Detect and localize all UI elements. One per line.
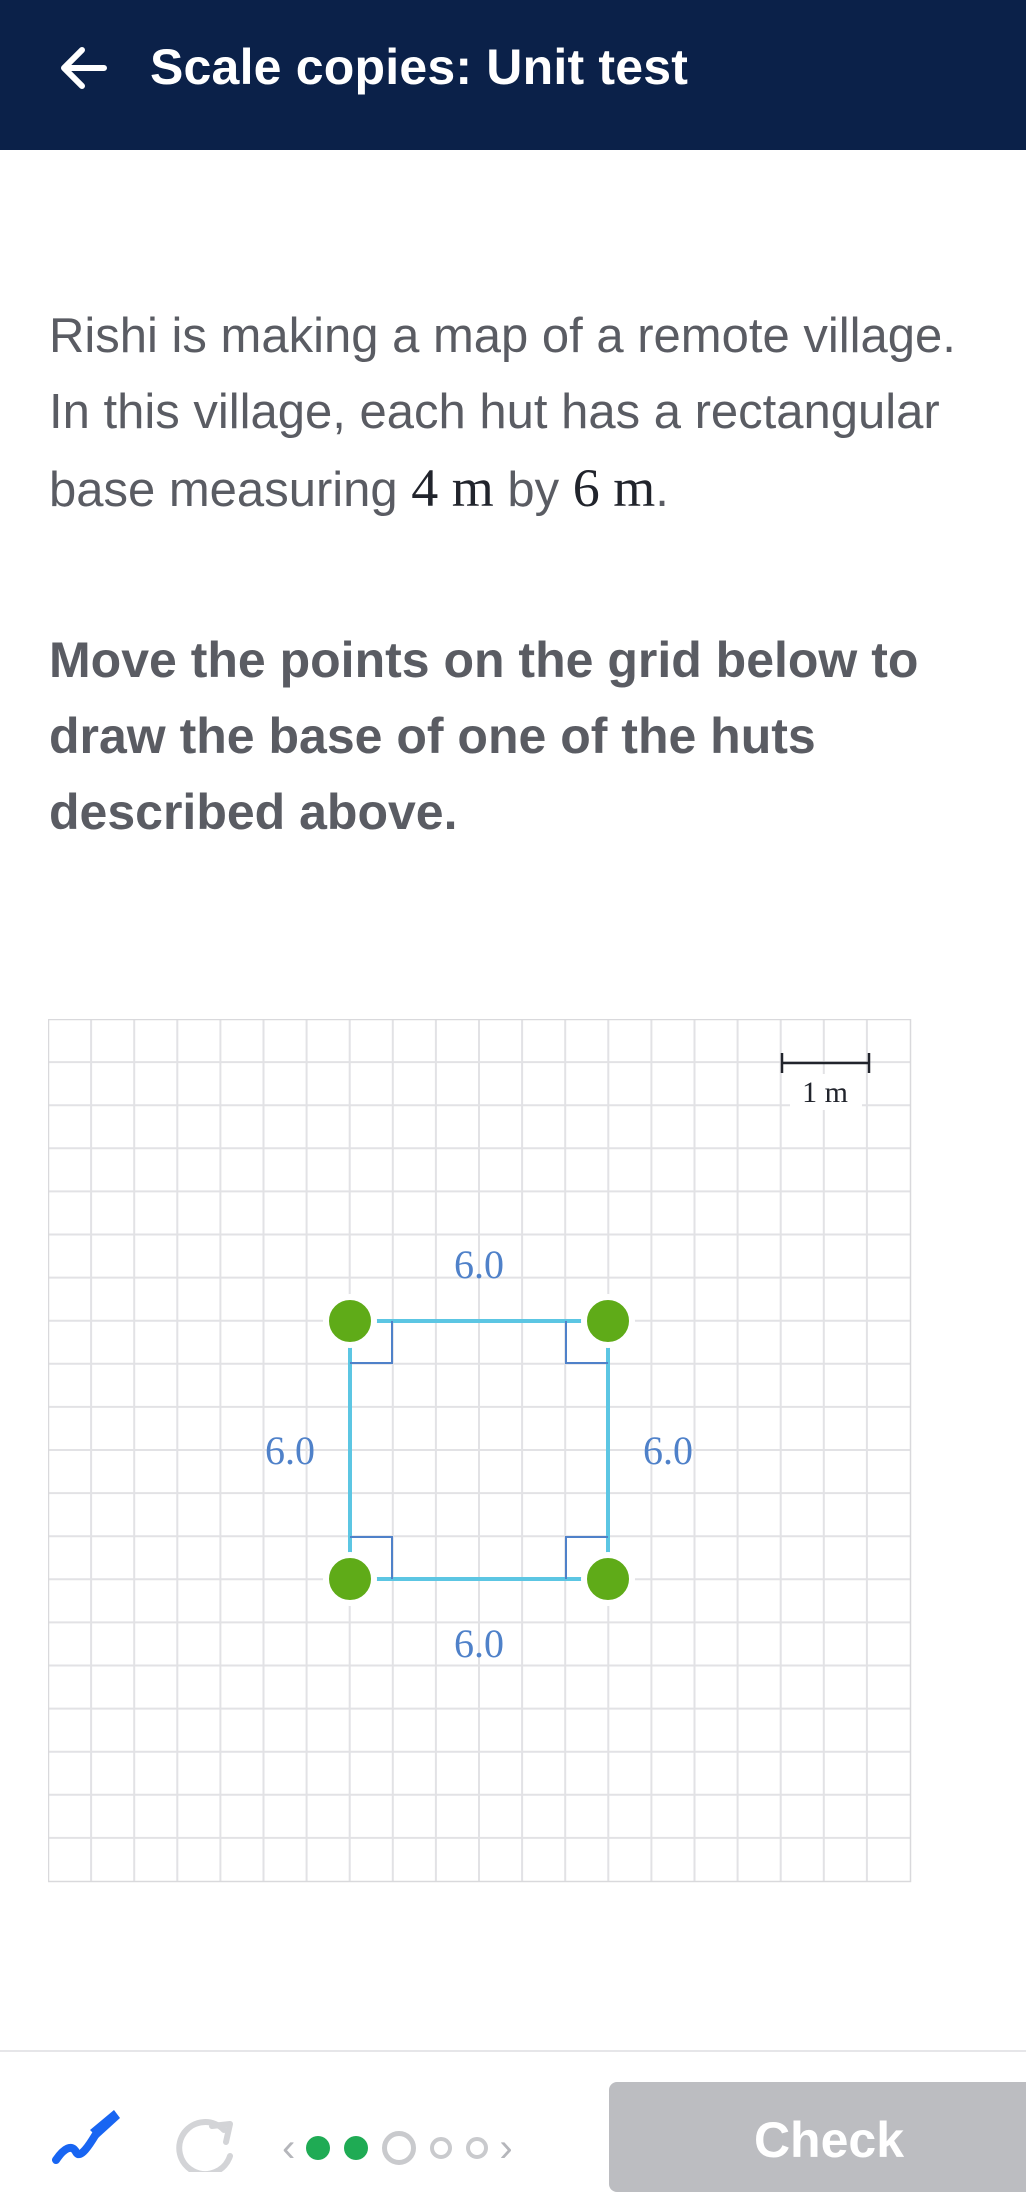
pager-prev-button[interactable]: ‹ xyxy=(282,2126,296,2170)
pager-dot-2[interactable] xyxy=(344,2136,368,2160)
question-line-3-prefix: base measuring xyxy=(49,463,412,517)
drawing-grid-wrapper xyxy=(48,1019,914,1888)
point-top-left[interactable] xyxy=(326,1297,374,1345)
point-bottom-right[interactable] xyxy=(584,1555,632,1603)
point-bottom-left[interactable] xyxy=(326,1555,374,1603)
question-period: . xyxy=(655,463,669,517)
dimension-2: 6 m xyxy=(572,458,656,518)
drawing-grid[interactable] xyxy=(48,1019,914,1883)
dimension-1: 4 m xyxy=(411,458,494,518)
question-line-3 xyxy=(49,450,1026,528)
footer-bar xyxy=(0,2050,1026,2170)
instruction-text: Move the points on the grid below to draw the base of one of the huts described above. xyxy=(49,632,919,840)
pager-dot-5[interactable] xyxy=(466,2137,488,2159)
question-line-2: In this village, each hut has a rectangular xyxy=(49,385,940,439)
top-bar xyxy=(0,0,1026,150)
point-top-right[interactable] xyxy=(584,1297,632,1345)
side-label-top: 6.0 xyxy=(454,1242,504,1287)
arrow-left-icon xyxy=(56,40,112,96)
scratchpad-button[interactable] xyxy=(46,2108,122,2168)
question-by: by xyxy=(493,463,573,517)
question-line-1: Rishi is making a map of a remote village. xyxy=(49,309,956,363)
grid-lines xyxy=(48,1019,910,1881)
page-title: Scale copies: Unit test xyxy=(150,39,689,95)
side-label-bottom: 6.0 xyxy=(454,1621,504,1666)
side-label-left: 6.0 xyxy=(265,1428,315,1473)
scale-label: 1 m xyxy=(802,1076,848,1109)
question-text xyxy=(49,298,1026,528)
reset-button[interactable] xyxy=(172,2112,242,2172)
refresh-icon xyxy=(172,2112,242,2172)
pager-dot-1[interactable] xyxy=(306,2136,330,2160)
side-label-right: 6.0 xyxy=(643,1428,693,1473)
pencil-icon xyxy=(46,2108,122,2168)
check-button[interactable]: Check xyxy=(609,2082,1026,2192)
pager-dot-4[interactable] xyxy=(430,2137,452,2159)
pager-next-button[interactable]: › xyxy=(499,2126,513,2170)
question-pager xyxy=(282,2128,513,2168)
back-button[interactable] xyxy=(52,36,116,100)
